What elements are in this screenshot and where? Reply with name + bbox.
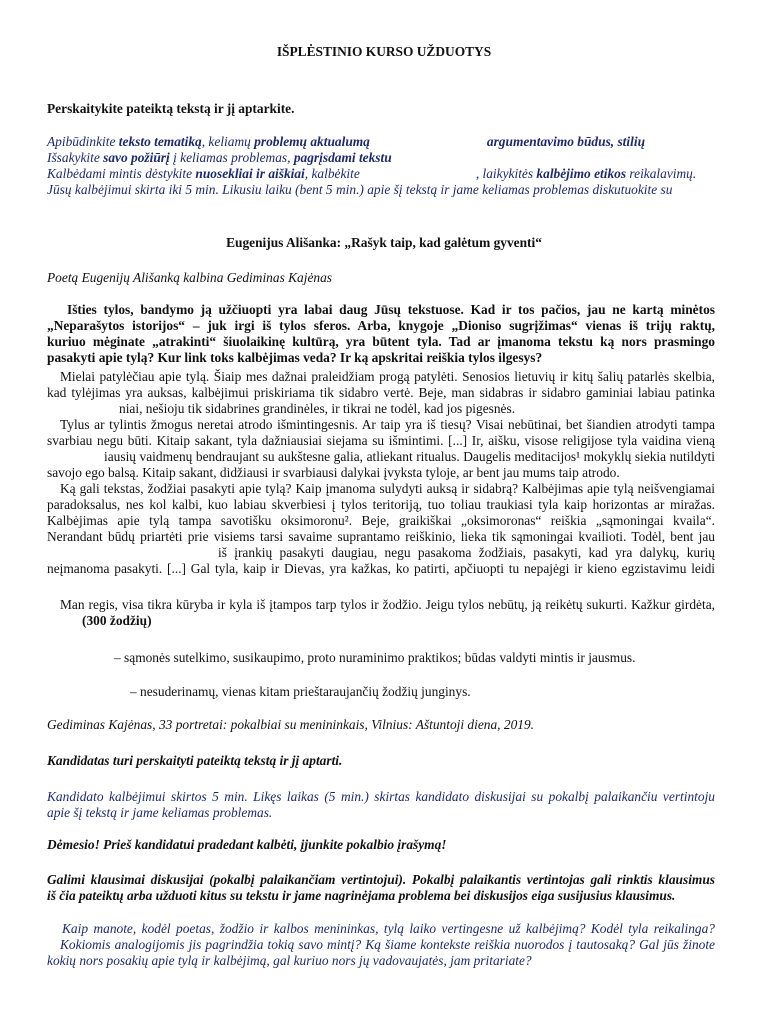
discussion-intro-line: iš čia pateiktų arba užduoti kitus su tekstu ir jame nagrinėjama problema bei diskusijos eiga susijusius klausimus. xyxy=(47,888,676,903)
article-title: Eugenijus Ališanka: „Rašyk taip, kad galėtum gyventi“ xyxy=(226,235,542,250)
answer-line: paradoksalus, nes kol kalbi, kuo labiau skverbiesi į tylos teritoriją, tuo toliau traukiasi tyla kaip horizontas ar miražas. xyxy=(47,497,715,512)
article-subtitle: Poetą Eugenijų Ališanką kalbina Gediminas Kajėnas xyxy=(47,270,333,285)
task-line-1 xyxy=(47,134,687,151)
footnote-2: – nesuderinamų, vienas kitam prieštaraujančių žodžių junginys. xyxy=(130,684,471,699)
task-fragment: Išsakykite xyxy=(47,150,104,165)
answer-line: kad tylėjimas yra auksas, kalbėjimui priskiriama tik sidabro vertė. Beje, man sidabras ir sidabro gaminiai labiau patinka xyxy=(47,385,715,400)
question-line: pasakyti apie tylą? Kur link toks kalbėjimas veda? Ir ką apskritai reiškia tylos ilgesys? xyxy=(47,350,543,365)
attention-note: Dėmesio! Prieš kandidatui pradedant kalbėti, įjunkite pokalbio įrašymą! xyxy=(47,837,447,852)
time-note-line: apie šį tekstą ir jame keliamas problemas. xyxy=(47,805,273,820)
instruction: Perskaitykite pateiktą tekstą ir jį aptarkite. xyxy=(47,101,295,116)
question-item: kokių nors posakių apie tylą ir kalbėjimą, gal kuriuo nors jų vadovaujatės, jam pritariate? xyxy=(47,953,532,968)
answer-line: Mielai patylėčiau apie tylą. Šiaip mes dažnai praleidžiam progą patylėti. Senosios lietuvių ir kitų šalių patarlės skelbia, xyxy=(60,369,715,384)
answer-line: neįmanoma pasakyti. [...] Gal tyla, kaip ir Dievas, yra kažkas, ko patirti, apčiuopti tu nepajėgi ir kieno egzistavimu leidi xyxy=(47,561,715,576)
task-fragment: nuosekliai ir aiškiai xyxy=(195,166,305,181)
task-fragment: , laikykitės xyxy=(475,166,537,181)
source-citation: Gediminas Kajėnas, 33 portretai: pokalbiai su menininkais, Vilnius: Aštuntoji diena, 2019. xyxy=(47,717,534,732)
task-fragment: savo požiūrį xyxy=(103,150,170,165)
answer-line: Tylus ar tylintis žmogus neretai atrodo išmintingesnis. Ar taip yra iš tiesų? Visai nebūtinai, bet šiandien atrodyti tampa xyxy=(60,417,715,432)
task-line-2 xyxy=(47,150,392,167)
task-fragment: Kalbėdami mintis dėstykite xyxy=(47,166,196,181)
task-fragment: Apibūdinkite xyxy=(47,134,119,149)
answer-line: iausių vaidmenų bendraujant su aukštesne galia, atliekant ritualus. Daugelis meditacijos¹ mokyklų siekia nutildyti xyxy=(104,449,715,464)
time-note-line: Kandidato kalbėjimui skirtos 5 min. Likęs laikas (5 min.) skirtas kandidato diskusijai su pokalbį palaikančiu vertintoju xyxy=(47,789,715,804)
answer-line: Nerandant būdų priartėti prie visiems tarsi savaime suprantamo reiškinio, lieka tik sąmoningai kvailioti. Todėl, bent jau xyxy=(47,529,715,544)
task-line-3 xyxy=(47,166,696,183)
question-line: „Neparašytos istorijos“ – juk irgi iš tylos sferos. Arba, knygoje „Dioniso sugrįžimas“ vienas iš trijų raktų, xyxy=(47,318,715,333)
answer-line: Ką gali tekstas, žodžiai pasakyti apie tylą? Kaip įmanoma sulydyti auksą ir sidabrą? Kalbėjimas apie tylą neišvengiamai xyxy=(60,481,715,496)
candidate-note: Kandidatas turi perskaityti pateiktą tekstą ir jį aptarti. xyxy=(47,753,343,768)
question-line: Išties tylos, bandymo ją užčiuopti yra labai daug Jūsų tekstuose. Kad ir tos pačios, jau ne kartą minėtos xyxy=(67,302,715,317)
page-heading: IŠPLĖSTINIO KURSO UŽDUOTYS xyxy=(276,44,492,59)
question-line: kuriuo mėginate „atrakinti“ šiuolaikinę kultūrą, yra būtent tyla. Tad ar įmanoma tekstu ką nors prasmingo xyxy=(47,334,715,349)
question-item: Kaip manote, kodėl poetas, žodžio ir kalbos menininkas, tylą laiko vertingesne už kalbėjimą? Kodėl tyla reikalinga? xyxy=(62,921,715,936)
answer-line: savojo ego balsą. Kitaip sakant, didžiausi ir svarbiausi dalykai įvyksta tyloje, ar bent jau mums taip atrodo. xyxy=(47,465,620,480)
task-fragment: reikalavimų. xyxy=(626,166,697,181)
answer-line: Kalbėjimas apie tylą tampa savotišku oksimoronu². Beje, graikiškai „oksimoronas“ reiškia „sąmoningai kvaila“. xyxy=(47,513,715,528)
word-count: (300 žodžių) xyxy=(82,613,152,628)
answer-line: Man regis, visa tikra kūryba ir kyla iš įtampos tarp tylos ir žodžio. Jeigu tylos nebūtų, ją reikėtų sukurti. Kažkur girdėta, xyxy=(60,597,715,612)
question-item: Kokiomis analogijomis jis pagrindžia tokią savo mintį? Ką šiame kontekste reiškia nuorodos į tautosaką? Gal jūs žinote xyxy=(60,937,715,952)
answer-line: iš įrankių pasakyti daugiau, negu pasakoma žodžiais, pasakyti, kad yra dalykų, kurių xyxy=(218,545,715,560)
footnote-1: – sąmonės sutelkimo, susikaupimo, proto nuraminimo praktikos; būdas valdyti mintis ir jausmus. xyxy=(114,650,636,665)
task-line-4: Jūsų kalbėjimui skirta iki 5 min. Likusiu laiku (bent 5 min.) apie šį tekstą ir jame keliamas problemas diskutuokite su xyxy=(47,182,673,197)
task-fragment: teksto tematiką xyxy=(118,134,202,149)
task-fragment: argumentavimo būdus, stilių xyxy=(486,134,646,149)
task-fragment: , keliamų xyxy=(201,134,255,149)
discussion-intro-line: Galimi klausimai diskusijai (pokalbį palaikančiam vertintojui). Pokalbį palaikantis vertintojas gali rinktis klausimus xyxy=(47,872,715,887)
task-fragment: kalbėjimo etikos xyxy=(536,166,627,181)
task-fragment: pagrįsdami tekstu xyxy=(293,150,392,165)
task-fragment: į keliamas problemas, xyxy=(169,150,294,165)
answer-line: niai, nešioju tik sidabrines grandinėles, ir tikrai ne todėl, kad jos pigesnės. xyxy=(119,401,516,416)
task-fragment: problemų aktualumą xyxy=(254,134,370,149)
task-fragment: , kalbėkite xyxy=(304,166,360,181)
answer-line: svarbiau negu būti. Kitaip sakant, tyla dažniausiai siejama su išmintimi. [...] Ir, aišku, visose religijose tyla vaidina vieną xyxy=(47,433,715,448)
